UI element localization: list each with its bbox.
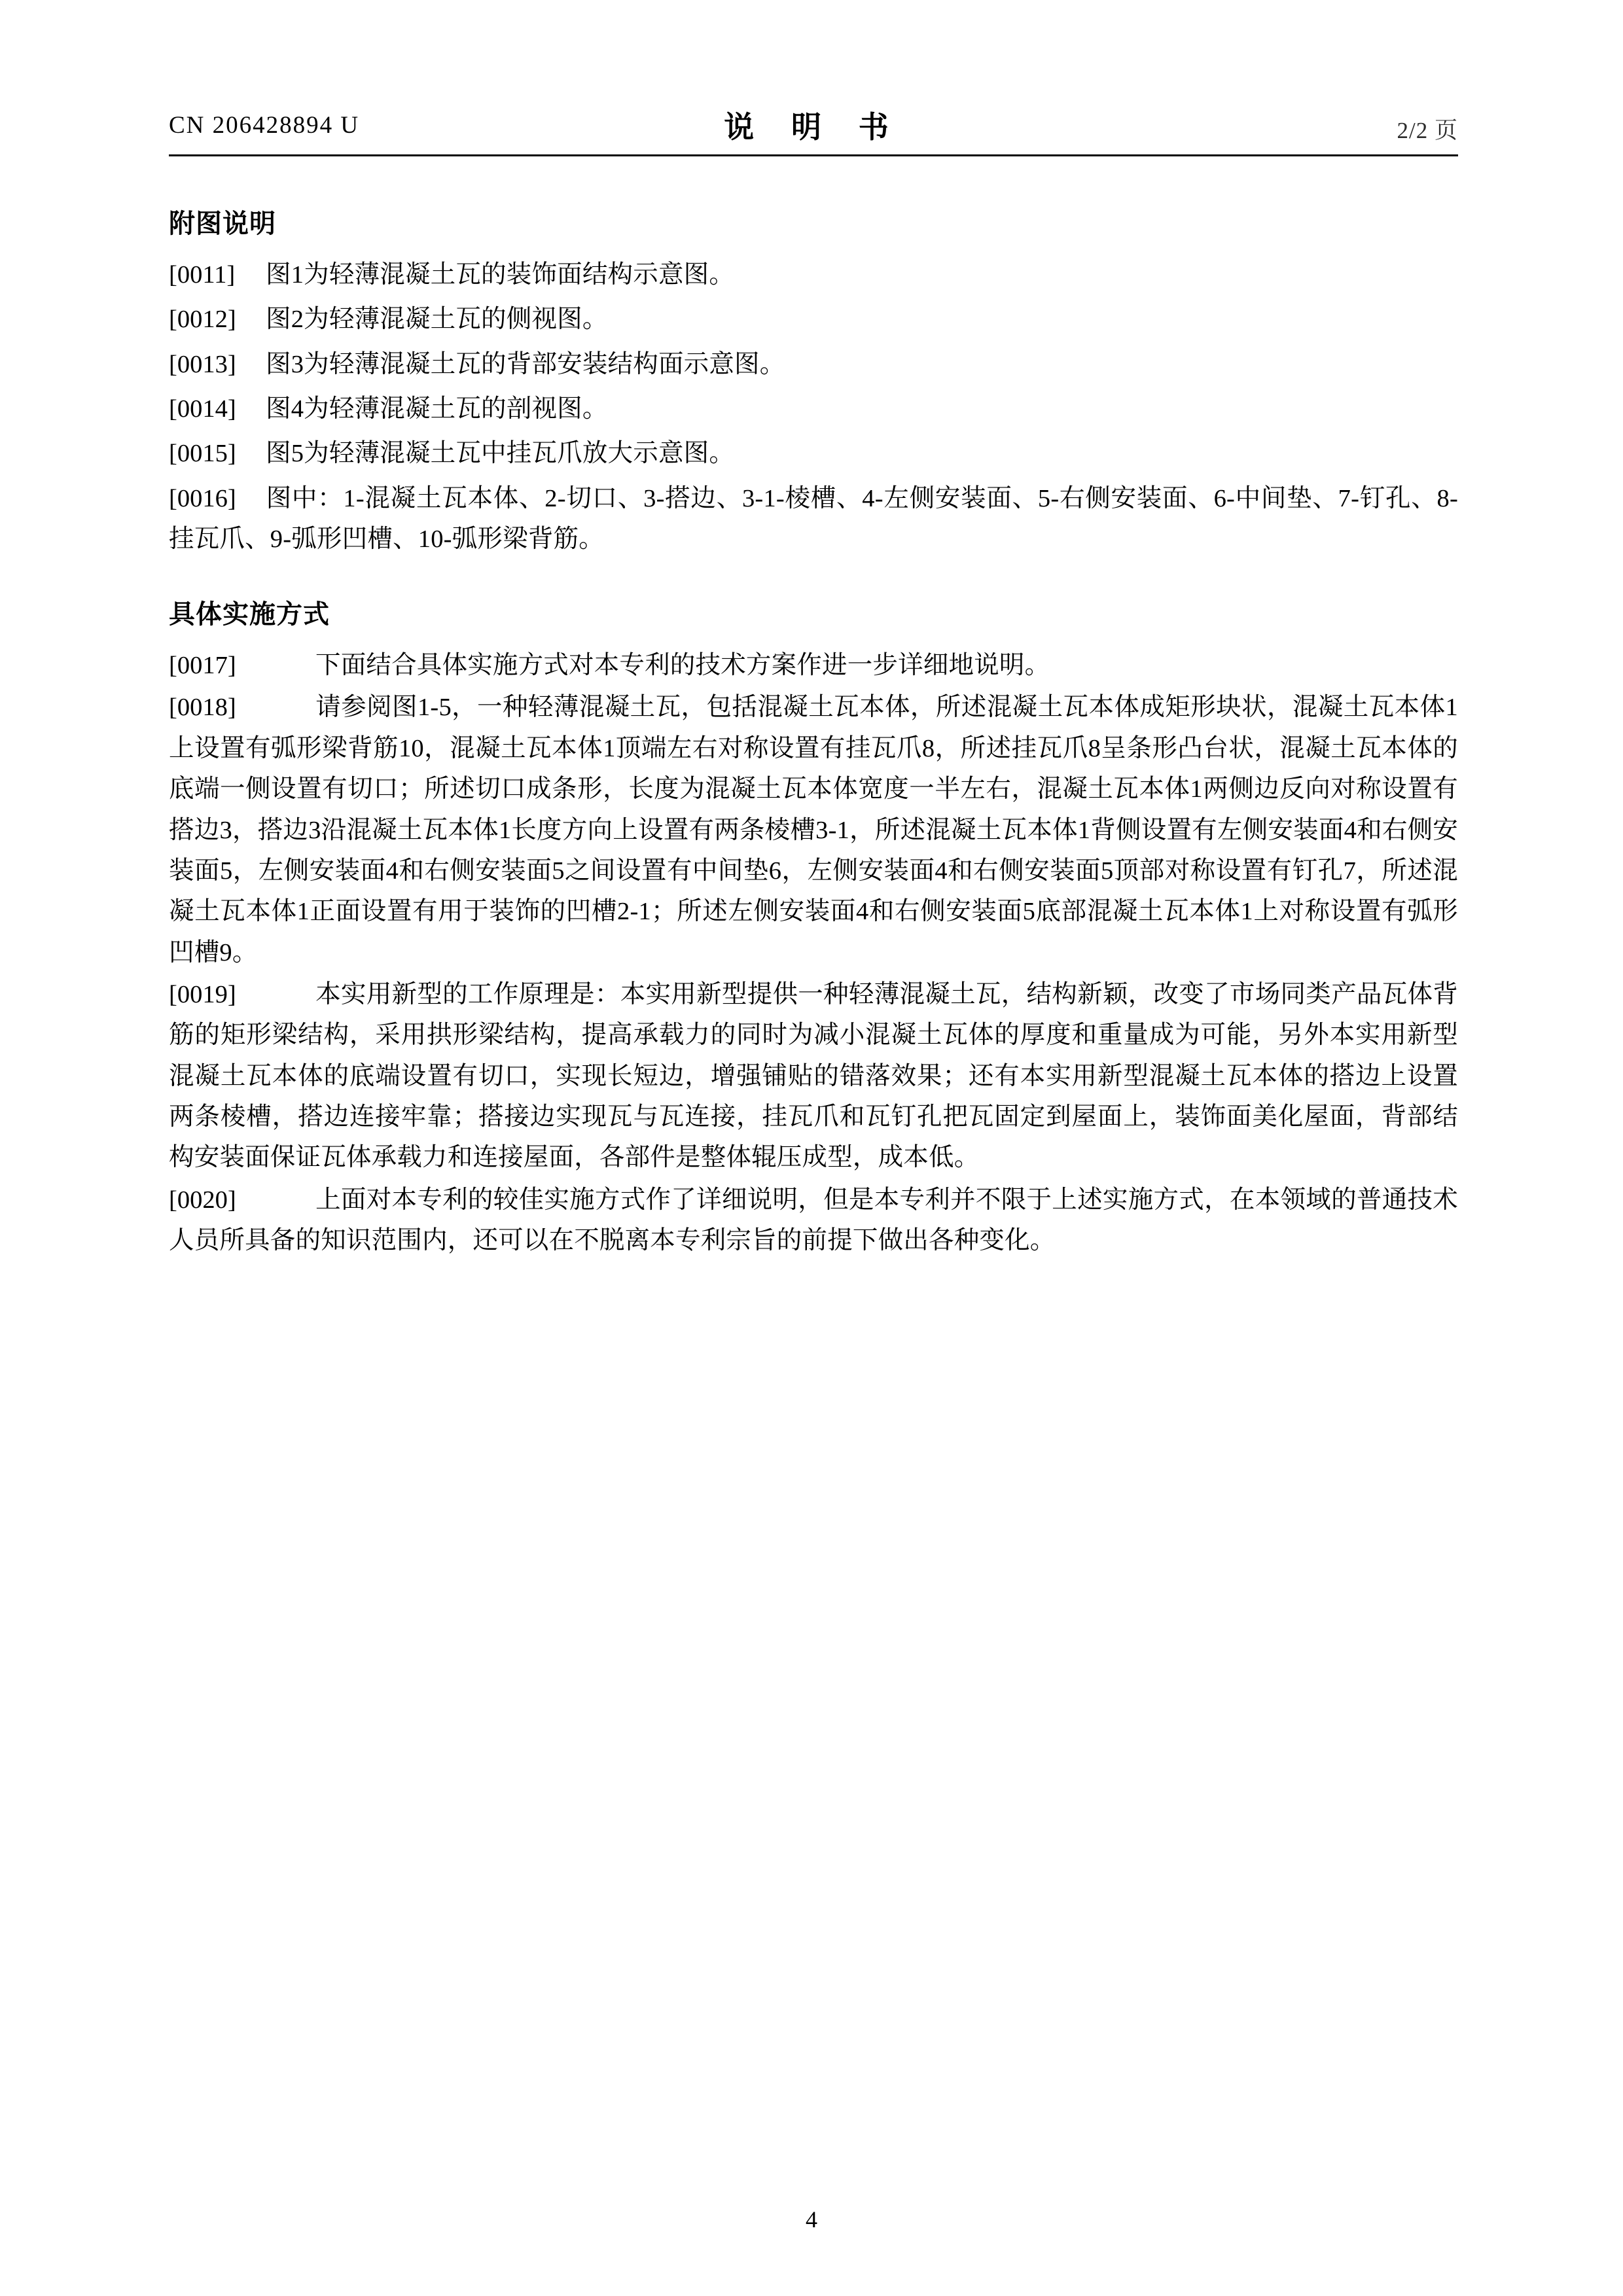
paragraph-number: [0013] [169,350,236,378]
paragraph-text: 图1为轻薄混凝土瓦的装饰面结构示意图。 [266,260,735,289]
paragraph-text: 图中：1-混凝土瓦本体、2-切口、3-搭边、3-1-棱槽、4-左侧安装面、5-右侧安装面、6-中间垫、7-钉孔、8-挂瓦爪、9-弧形凹槽、10-弧形梁背筋。 [169,484,1458,553]
section-heading-embodiments: 具体实施方式 [169,600,330,629]
section-heading-drawings: 附图说明 [169,209,276,238]
paragraph-0013 [169,344,1458,385]
paragraph-number: [0014] [169,395,236,423]
paragraph-0015 [169,433,1458,474]
paragraph-0014 [169,389,1458,429]
paragraph-text: 图5为轻薄混凝土瓦中挂瓦爪放大示意图。 [266,440,735,468]
paragraph-0017 [169,645,1458,686]
patent-number: CN 206428894 U [169,112,360,139]
paragraph-text: 下面结合具体实施方式对本专利的技术方案作进一步详细地说明。 [315,652,1050,680]
paragraph-number: [0020] [169,1186,236,1214]
paragraph-number: [0015] [169,440,236,468]
paragraph-0011 [169,255,1458,295]
paragraph-text: 图3为轻薄混凝土瓦的背部安装结构面示意图。 [266,350,785,378]
document-body [169,203,1458,1262]
paragraph-text: 本实用新型的工作原理是：本实用新型提供一种轻薄混凝土瓦，结构新颖，改变了市场同类产品瓦体背筋的矩形梁结构，采用拱形梁结构，提高承载力的同时为减小混凝土瓦体的厚度和重量成为可能，另外本实用新型混凝土瓦本体的底端设置有切口，实现长短边，增强铺贴的错落效果；还有本实用新型混凝土瓦本体的搭边上设置两条棱槽，搭边连接牢靠；搭接边实现瓦与瓦连接，挂瓦爪和瓦钉孔把瓦固定到屋面上，装饰面美化屋面，背部结构安装面保证瓦体承载力和连接屋面，各部件是整体辊压成型，成本低。 [169,980,1458,1172]
page-header [169,98,1458,161]
paragraph-number: [0016] [169,484,236,512]
footer-page-number: 4 [806,2206,817,2233]
paragraph-text: 图2为轻薄混凝土瓦的侧视图。 [266,306,608,334]
paragraph-number: [0018] [169,694,236,722]
paragraph-text: 上面对本专利的较佳实施方式作了详细说明，但是本专利并不限于上述实施方式，在本领域的普通技术人员所具备的知识范围内，还可以在不脱离本专利宗旨的前提下做出各种变化。 [169,1186,1458,1255]
header-page-indicator: 2/2 页 [1397,118,1458,143]
paragraph-number: [0019] [169,980,236,1008]
paragraph-text: 图4为轻薄混凝土瓦的剖视图。 [266,395,608,423]
page-content [169,98,1458,1263]
paragraph-0012 [169,299,1458,340]
paragraph-number: [0012] [169,306,236,334]
paragraph-0020 [169,1180,1458,1262]
header-divider [169,154,1458,156]
paragraph-number: [0011] [169,260,236,289]
paragraph-text: 请参阅图1-5，一种轻薄混凝土瓦，包括混凝土瓦本体，所述混凝土瓦本体成矩形块状，混凝土瓦本体1上设置有弧形梁背筋10，混凝土瓦本体1顶端左右对称设置有挂瓦爪8，所述挂瓦爪8呈条形凸台状，混凝土瓦本体的底端一侧设置有切口；所述切口成条形，长度为混凝土瓦本体宽度一半左右，混凝土瓦本体1两侧边反向对称设置有搭边3，搭边3沿混凝土瓦本体1长度方向上设置有两条棱槽3-1，所述混凝土瓦本体1背侧设置有左侧安装面4和右侧安装面5，左侧安装面4和右侧安装面5之间设置有中间垫6，左侧安装面4和右侧安装面5顶部对称设置有钉孔7，所述混凝土瓦本体1正面设置有用于装饰的凹槽2-1；所述左侧安装面4和右侧安装面5底部混凝土瓦本体1上对称设置有弧形凹槽9。 [169,694,1458,966]
document-title: 说 明 书 [724,110,903,144]
paragraph-number: [0017] [169,652,236,680]
paragraph-0016 [169,478,1458,560]
paragraph-0018 [169,687,1458,973]
paragraph-0019 [169,974,1458,1178]
